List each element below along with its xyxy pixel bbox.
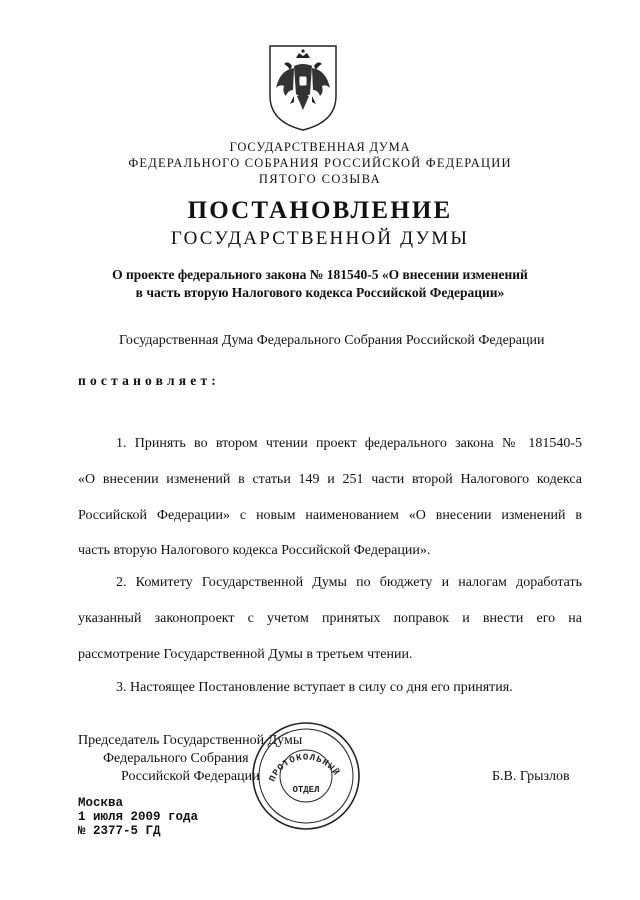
place: Москва — [78, 796, 124, 810]
resolves-label: постановляет: — [78, 373, 220, 388]
document-title: ПОСТАНОВЛЕНИЕ — [187, 197, 453, 224]
signatory-position: Федерального Собрания — [103, 751, 249, 766]
paragraph-2-line: указанный законопроект с учетом принятых поправок и внести его на — [78, 611, 582, 626]
paragraph-3: 3. Настоящее Постановление вступает в силу со дня его принятия. — [116, 680, 513, 695]
document-subtitle: ГОСУДАРСТВЕННОЙ ДУМЫ — [170, 228, 470, 249]
stamp-center-text: ОТДЕЛ — [292, 785, 320, 795]
subject-line-2: в часть вторую Налогового кодекса Российской Федерации» — [135, 285, 505, 300]
subject-line-1: О проекте федерального закона № 181540-5 «О внесении изменений — [112, 267, 528, 282]
stamp-arc-text: ПРОТОКОЛЬНЫЙ — [267, 752, 342, 784]
russian-coat-of-arms-icon — [266, 44, 340, 132]
date: 1 июля 2009 года — [78, 810, 199, 824]
paragraph-1-line: «О внесении изменений в статьи 149 и 251 части второй Налогового кодекса — [78, 472, 582, 487]
document-number: № 2377-5 ГД — [78, 824, 161, 838]
issuer-line-1: ГОСУДАРСТВЕННАЯ ДУМА — [229, 140, 411, 154]
round-seal-stamp — [250, 720, 362, 832]
signatory-position: Председатель Государственной Думы — [78, 733, 303, 748]
paragraph-1-line: часть вторую Налогового кодекса Российской Федерации». — [78, 543, 431, 558]
svg-text:ПРОТОКОЛЬНЫЙ — [267, 752, 342, 783]
paragraph-1-line: 1. Принять во втором чтении проект федерального закона № 181540-5 — [116, 436, 582, 451]
paragraph-2-line: рассмотрение Государственной Думы в третьем чтении. — [78, 647, 413, 662]
paragraph-1-line: Российской Федерации» с новым наименованием «О внесении изменений в — [78, 508, 582, 523]
signatory-name: Б.В. Грызлов — [492, 769, 570, 784]
paragraph-2-line: 2. Комитету Государственной Думы по бюджету и налогам доработать — [116, 575, 582, 590]
preamble: Государственная Дума Федерального Собрания Российской Федерации — [119, 333, 545, 348]
signatory-position: Российской Федерации — [121, 769, 260, 784]
issuer-line-2: ФЕДЕРАЛЬНОГО СОБРАНИЯ РОССИЙСКОЙ ФЕДЕРАЦИИ — [128, 156, 512, 170]
issuer-line-3: ПЯТОГО СОЗЫВА — [258, 172, 382, 186]
